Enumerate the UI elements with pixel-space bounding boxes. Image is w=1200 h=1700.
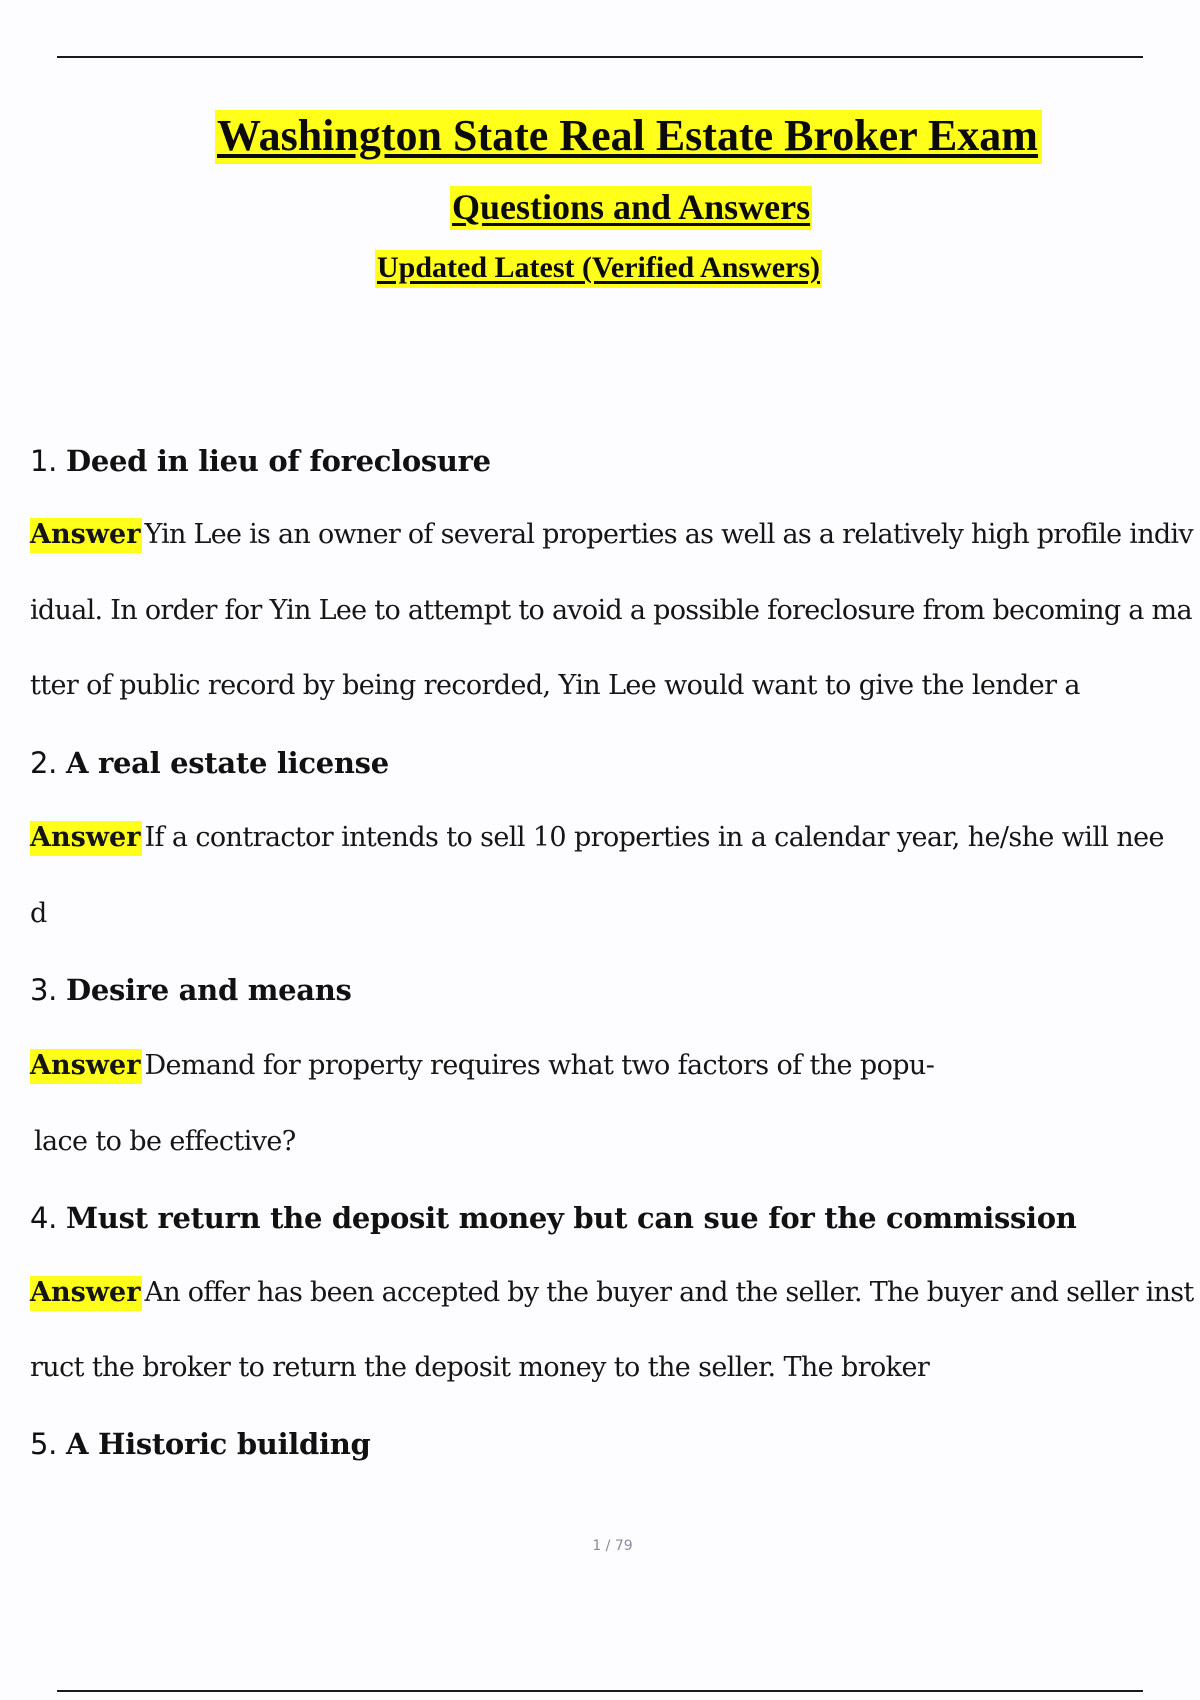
answer-3-line-1	[30, 1050, 934, 1081]
question-text: Deed in lieu of foreclosure	[66, 444, 491, 478]
question-number: 4.	[30, 1201, 58, 1235]
document-subtitle: Questions and Answers	[450, 186, 812, 230]
answer-label: Answer	[30, 1049, 142, 1084]
answer-text: An offer has been accepted by the buyer and the seller. The buyer and seller inst	[144, 1277, 1194, 1308]
question-2	[30, 746, 389, 780]
question-number: 1.	[30, 444, 58, 478]
page-indicator: 1 / 79	[592, 1538, 633, 1554]
question-text: Desire and means	[66, 973, 352, 1007]
question-1	[30, 444, 491, 478]
answer-1-line-2: idual. In order for Yin Lee to attempt to avoid a possible foreclosure from becoming a ma	[30, 595, 1192, 626]
top-rule	[57, 56, 1143, 58]
answer-label: Answer	[30, 518, 142, 553]
question-text: A real estate license	[66, 746, 389, 780]
answer-text: Demand for property requires what two factors of the popu-	[144, 1050, 935, 1081]
answer-2-line-1	[30, 822, 1164, 853]
question-5	[30, 1427, 370, 1461]
answer-1-line-3: tter of public record by being recorded, Yin Lee would want to give the lender a	[30, 670, 1080, 701]
document-title: Washington State Real Estate Broker Exam	[215, 110, 1042, 164]
answer-3-line-2: lace to be effective?	[34, 1126, 296, 1157]
answer-label: Answer	[30, 821, 142, 856]
answer-text: If a contractor intends to sell 10 properties in a calendar year, he/she will nee	[144, 822, 1164, 853]
question-3	[30, 973, 352, 1007]
answer-label: Answer	[30, 1276, 142, 1311]
answer-4-line-2: ruct the broker to return the deposit money to the seller. The broker	[30, 1352, 930, 1383]
question-number: 3.	[30, 973, 58, 1007]
document-tagline: Updated Latest (Verified Answers)	[375, 250, 822, 288]
bottom-rule	[57, 1690, 1143, 1692]
question-4	[30, 1201, 1077, 1235]
answer-2-line-2: d	[30, 898, 47, 929]
answer-4-line-1	[30, 1277, 1193, 1308]
question-text: A Historic building	[66, 1427, 371, 1461]
question-text: Must return the deposit money but can sue for the commission	[66, 1201, 1077, 1235]
question-number: 5.	[30, 1427, 58, 1461]
answer-1-line-1	[30, 519, 1193, 550]
question-number: 2.	[30, 746, 58, 780]
answer-text: Yin Lee is an owner of several properties as well as a relatively high profile indiv	[144, 519, 1193, 550]
